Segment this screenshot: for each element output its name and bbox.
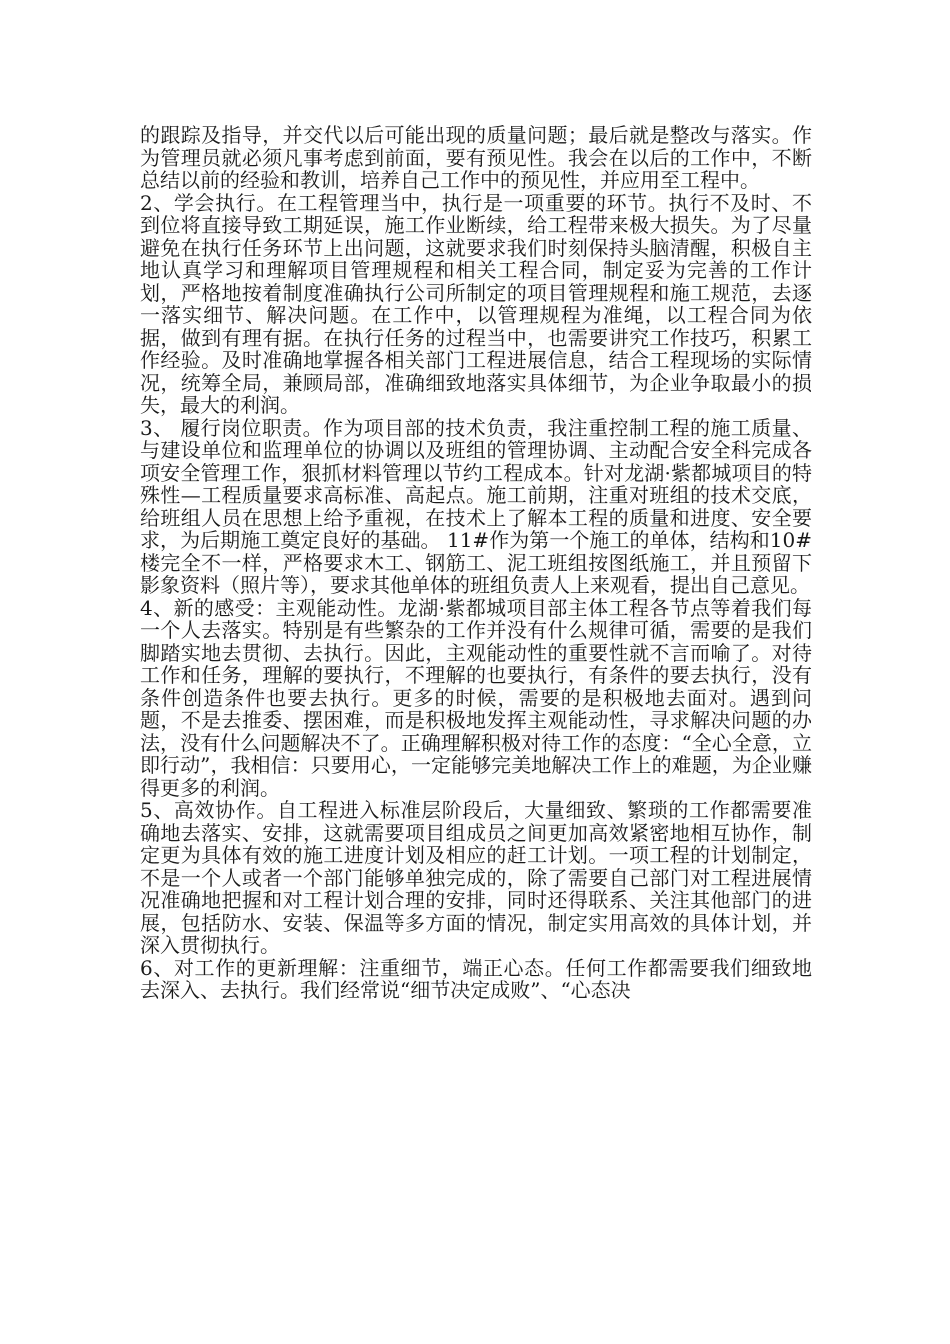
paragraph-collaboration: 5、高效协作。自工程进入标准层阶段后，大量细致、繁琐的工作都需要准确地去落实、安排，这就需要项目组成员之间更加高效紧密地相互协作，制定更为具体有效的施工进度计划及相应的赶工计划。一项工程的计划制定，不是一个人或者一个部门能够单独完成的，除了需要自己部门对工程进展情况准确地把握和对工程计划合理的安排，同时还得联系、关注其他部门的进展，包括防水、安装、保温等多方面的情况，制定实用高效的具体计划，并深入贯彻执行。: [140, 798, 812, 957]
document-body: [140, 124, 812, 1002]
paragraph-job-duties: 3、 履行岗位职责。作为项目部的技术负责，我注重控制工程的施工质量、与建设单位和监理单位的协调以及班组的管理协调、主动配合安全科完成各项安全管理工作，狠抓材料管理以节约工程成本。针对龙湖·紫都城项目的特殊性—工程质量要求高标准、高起点。施工前期，注重对班组的技术交底，给班组人员在思想上给予重视，在技术上了解本工程的质量和进度、安全要求，为后期施工奠定良好的基础。 11#作为第一个施工的单体，结构和10#楼完全不一样，严格要求木工、钢筋工、泥工班组按图纸施工，并且预留下影象资料（照片等），要求其他单体的班组负责人上来观看，提出自己意见。: [140, 415, 812, 597]
paragraph-learn-execution: 2、学会执行。在工程管理当中，执行是一项重要的环节。执行不及时、不到位将直接导致工期延误，施工作业断续，给工程带来极大损失。为了尽量避免在执行任务环节上出问题，这就要求我们时刻保持头脑清醒，积极自主地认真学习和理解项目管理规程和相关工程合同，制定妥为完善的工作计划，严格地按着制度准确执行公司所制定的项目管理规程和施工规范，去逐一落实细节、解决问题。在工作中，以管理规程为准绳，以工程合同为依据，做到有理有据。在执行任务的过程当中，也需要讲究工作技巧，积累工作经验。及时准确地掌握各相关部门工程进展信息，结合工程现场的实际情况，统筹全局，兼顾局部，准确细致地落实具体细节，为企业争取最小的损失，最大的利润。: [140, 190, 812, 417]
paragraph-continuation: 的跟踪及指导，并交代以后可能出现的质量问题；最后就是整改与落实。作为管理员就必须凡事考虑到前面，要有预见性。我会在以后的工作中，不断总结以前的经验和教训，培养自己工作中的预见性，并应用至工程中。: [140, 123, 812, 192]
paragraph-initiative: 4、新的感受：主观能动性。龙湖·紫都城项目部主体工程各节点等着我们每一个人去落实。特别是有些繁杂的工作并没有什么规律可循，需要的是我们脚踏实地去贯彻、去执行。因此，主观能动性的重要性就不言而喻了。对待工作和任务，理解的要执行，不理解的也要执行，有条件的要去执行，没有条件创造条件也要去执行。更多的时候，需要的是积极地去面对。遇到问题，不是去推委、摆困难，而是积极地发挥主观能动性，寻求解决问题的办法，没有什么问题解决不了。正确理解积极对待工作的态度：“全心全意，立即行动”，我相信：只要用心，一定能够完美地解决工作上的难题，为企业赚得更多的利润。: [140, 595, 812, 800]
paragraph-details-attitude: 6、对工作的更新理解：注重细节，端正心态。任何工作都需要我们细致地去深入、去执行。我们经常说“细节决定成败”、“心态决: [140, 955, 812, 1002]
